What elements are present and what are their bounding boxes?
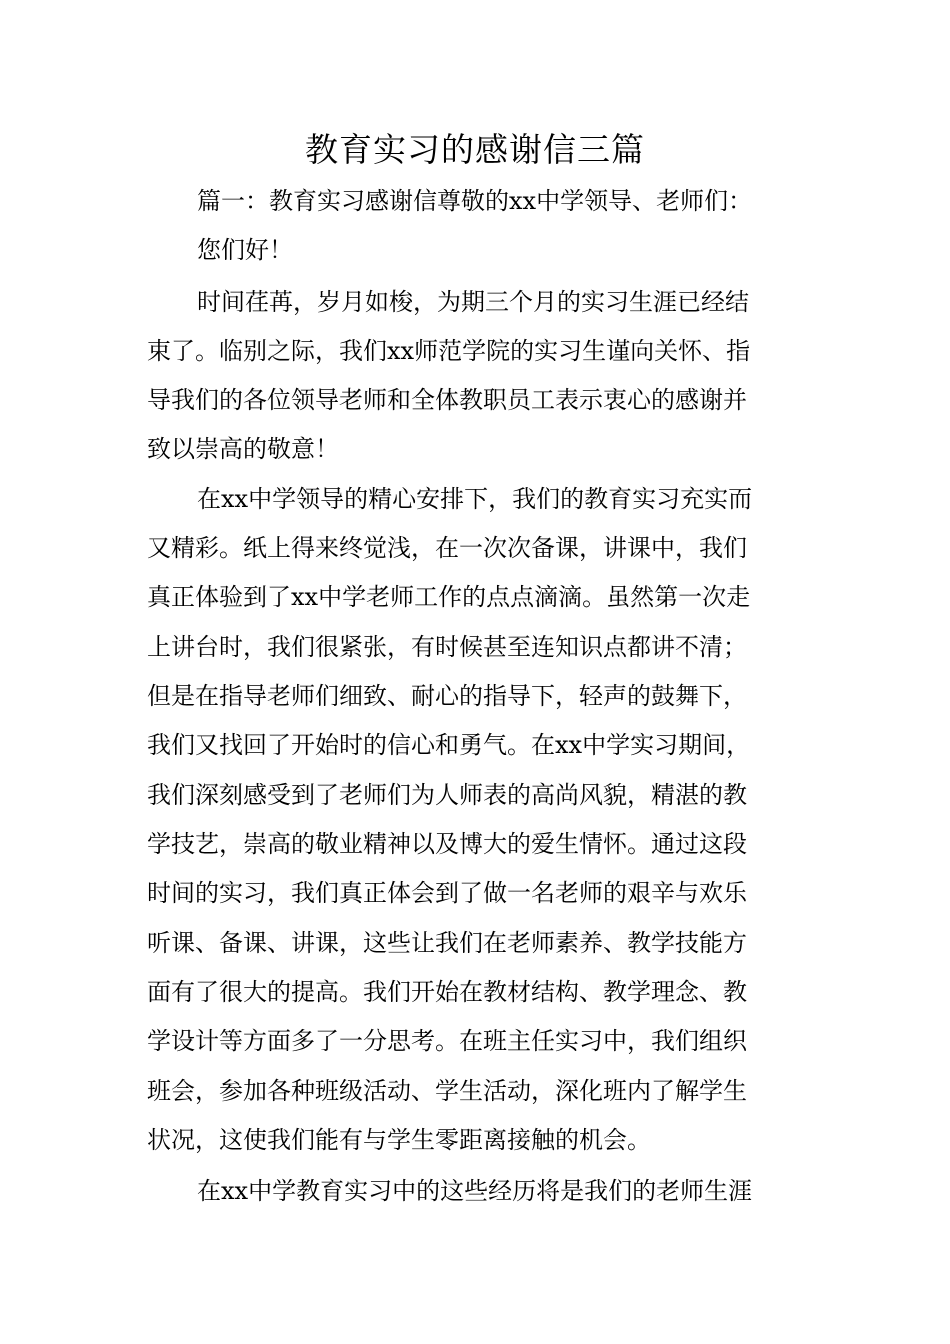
- text-line: 时间荏苒，岁月如梭，为期三个月的实习生涯已经结: [197, 288, 749, 316]
- text-line: 班会，参加各种班级活动、学生活动，深化班内了解学生: [147, 1077, 747, 1105]
- document-title: 教育实习的感谢信三篇: [305, 130, 645, 169]
- text-line: 学设计等方面多了一分思考。在班主任实习中，我们组织: [147, 1027, 747, 1055]
- text-line: 我们又找回了开始时的信心和勇气。在xx中学实习期间，: [147, 731, 751, 759]
- text-line: 但是在指导老师们细致、耐心的指导下，轻声的鼓舞下，: [147, 682, 747, 710]
- text-line: 又精彩。纸上得来终觉浅，在一次次备课，讲课中，我们: [147, 534, 747, 562]
- text-line: 真正体验到了xx中学老师工作的点点滴滴。虽然第一次走: [147, 583, 751, 611]
- text-line: 学技艺，崇高的敬业精神以及博大的爱生情怀。通过这段: [147, 830, 747, 858]
- text-line: 您们好！: [197, 236, 293, 264]
- text-line: 面有了很大的提高。我们开始在教材结构、教学理念、教: [147, 978, 747, 1006]
- text-line: 导我们的各位领导老师和全体教职员工表示衷心的感谢并: [147, 386, 747, 414]
- text-line: 时间的实习，我们真正体会到了做一名老师的艰辛与欢乐: [147, 879, 747, 907]
- text-line: 束了。临别之际，我们xx师范学院的实习生谨向关怀、指: [147, 337, 751, 365]
- text-line: 在xx中学教育实习中的这些经历将是我们的老师生涯: [197, 1177, 753, 1205]
- text-line: 篇一：教育实习感谢信尊敬的xx中学领导、老师们：: [197, 187, 753, 215]
- text-line: 状况，这使我们能有与学生零距离接触的机会。: [147, 1126, 651, 1154]
- text-line: 听课、备课、讲课，这些让我们在老师素养、教学技能方: [147, 929, 747, 957]
- text-line: 在xx中学领导的精心安排下，我们的教育实习充实而: [197, 485, 753, 513]
- text-line: 我们深刻感受到了老师们为人师表的高尚风貌，精湛的教: [147, 781, 747, 809]
- text-line: 致以崇高的敬意！: [147, 435, 339, 463]
- text-line: 上讲台时，我们很紧张，有时候甚至连知识点都讲不清；: [147, 633, 747, 661]
